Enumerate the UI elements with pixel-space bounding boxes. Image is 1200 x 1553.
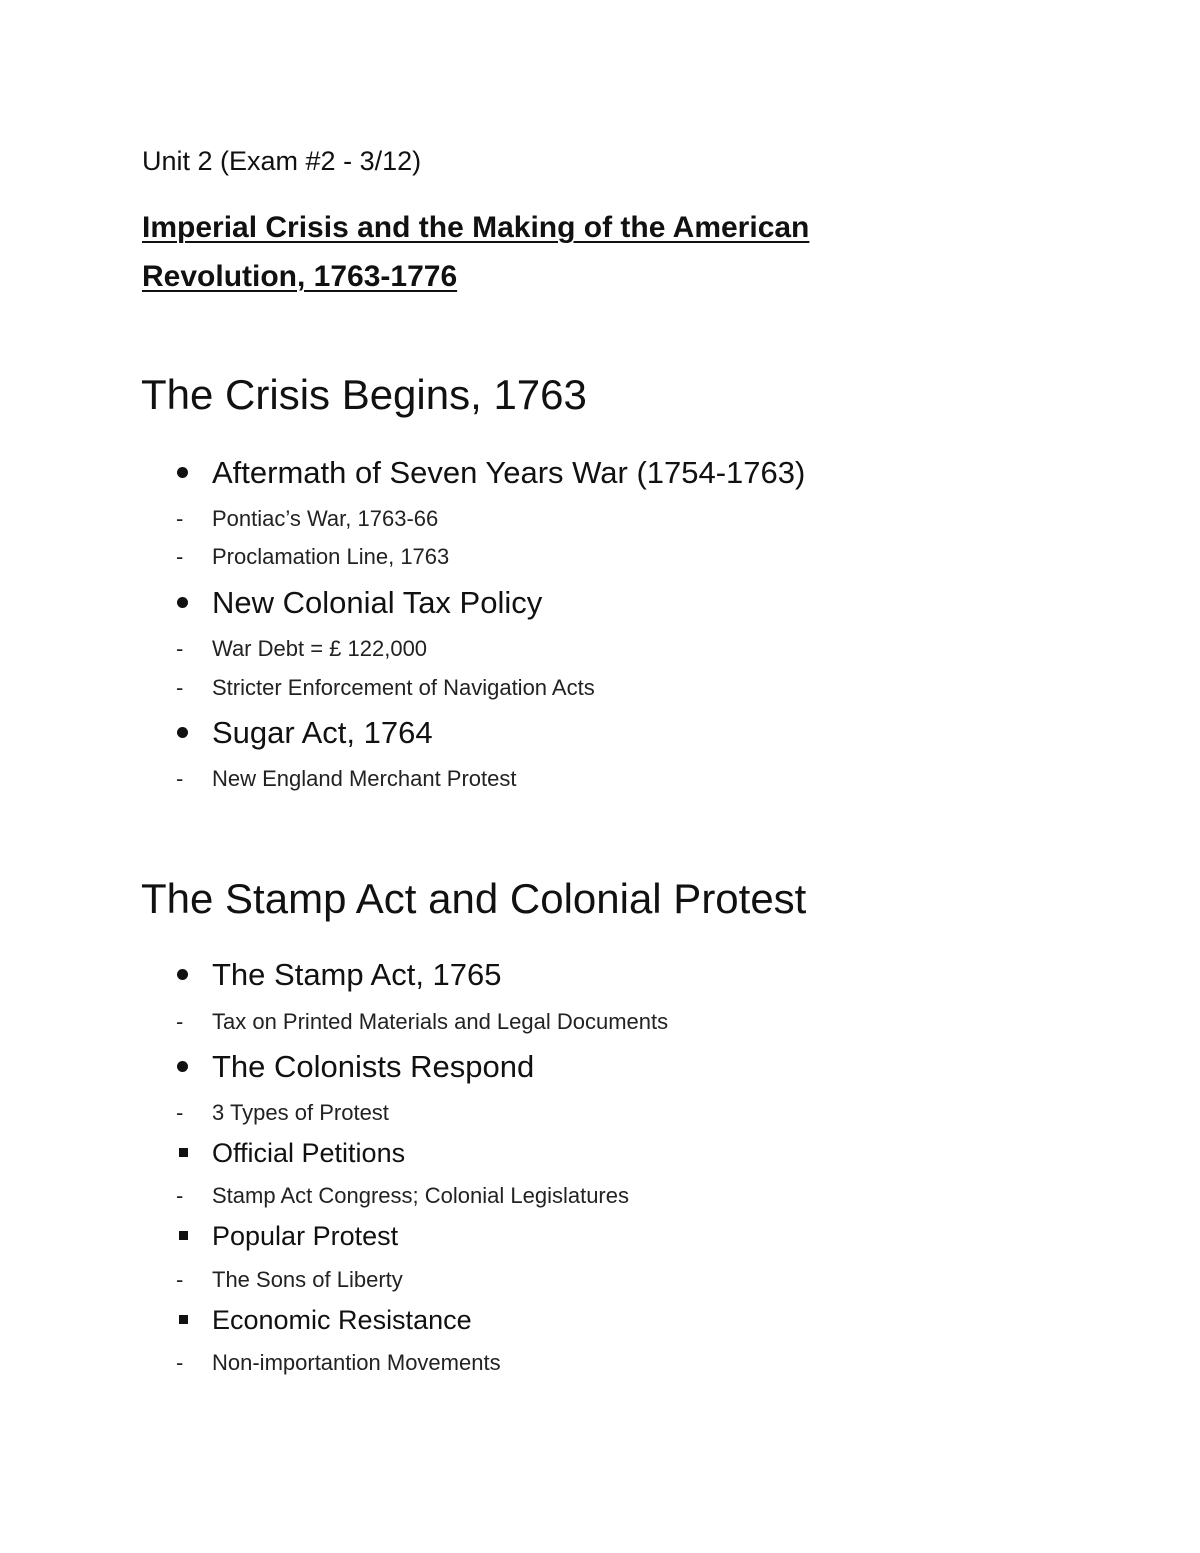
- list-item: [0, 764, 1100, 794]
- dash-icon: -: [176, 675, 184, 700]
- list-item-text: Stamp Act Congress; Colonial Legislatures: [212, 1183, 629, 1208]
- list-item: [0, 634, 1100, 664]
- list-item-text: Tax on Printed Materials and Legal Documents: [212, 1009, 669, 1034]
- list-item-text: Non-importantion Movements: [212, 1350, 501, 1375]
- list-item: [0, 713, 1100, 753]
- list-item-text: The Sons of Liberty: [212, 1267, 403, 1292]
- list-item: [0, 1098, 1100, 1128]
- section-heading-stamp-act: The Stamp Act and Colonial Protest: [141, 875, 807, 922]
- bullet-icon: [177, 597, 188, 608]
- list-item-text: War Debt = £ 122,000: [212, 636, 428, 661]
- dash-icon: -: [176, 766, 184, 791]
- bullet-icon: [177, 727, 188, 738]
- list-item-text: Pontiac’s War, 1763-66: [212, 506, 439, 531]
- list-item: [0, 542, 1100, 572]
- list-item-text: The Stamp Act, 1765: [212, 957, 502, 992]
- list-item: [0, 583, 1100, 623]
- list-item-text: Economic Resistance: [212, 1305, 472, 1335]
- dash-icon: -: [176, 506, 184, 531]
- bullet-icon: [177, 969, 188, 980]
- list-item: [0, 955, 1100, 995]
- list-item: [0, 1007, 1100, 1037]
- dash-icon: -: [176, 1267, 184, 1292]
- list-item: [0, 1265, 1100, 1295]
- square-bullet-icon: [179, 1148, 188, 1157]
- bullet-icon: [177, 467, 188, 478]
- list-item-text: Proclamation Line, 1763: [212, 544, 450, 569]
- dash-icon: -: [176, 1183, 184, 1208]
- list-item-text: New Colonial Tax Policy: [212, 585, 543, 620]
- list-item-text: Popular Protest: [212, 1221, 399, 1251]
- bullet-icon: [177, 1061, 188, 1072]
- dash-icon: -: [176, 636, 184, 661]
- unit-label: Unit 2 (Exam #2 - 3/12): [142, 146, 422, 176]
- dash-icon: -: [176, 1100, 184, 1125]
- list-item: [0, 1181, 1100, 1211]
- document-title: Imperial Crisis and the Making of the American Revolution, 1763-1776: [142, 211, 810, 293]
- dash-icon: -: [176, 544, 184, 569]
- list-item: [0, 673, 1100, 703]
- list-item: [0, 1047, 1100, 1087]
- list-item-text: The Colonists Respond: [212, 1049, 535, 1084]
- list-item: [0, 504, 1100, 534]
- list-item: [0, 1135, 1100, 1171]
- square-bullet-icon: [179, 1315, 188, 1324]
- list-item: [0, 1302, 1100, 1338]
- list-item: [0, 453, 1100, 493]
- list-item-text: Aftermath of Seven Years War (1754-1763): [212, 455, 806, 490]
- square-bullet-icon: [179, 1231, 188, 1240]
- list-item-text: 3 Types of Protest: [212, 1100, 389, 1125]
- dash-icon: -: [176, 1350, 184, 1375]
- list-item: [0, 1218, 1100, 1254]
- list-item-text: Sugar Act, 1764: [212, 715, 433, 750]
- list-item: [0, 1348, 1100, 1378]
- section-heading-crisis-begins: The Crisis Begins, 1763: [141, 371, 587, 418]
- list-item-text: New England Merchant Protest: [212, 766, 517, 791]
- list-item-text: Stricter Enforcement of Navigation Acts: [212, 675, 595, 700]
- list-item-text: Official Petitions: [212, 1138, 406, 1168]
- dash-icon: -: [176, 1009, 184, 1034]
